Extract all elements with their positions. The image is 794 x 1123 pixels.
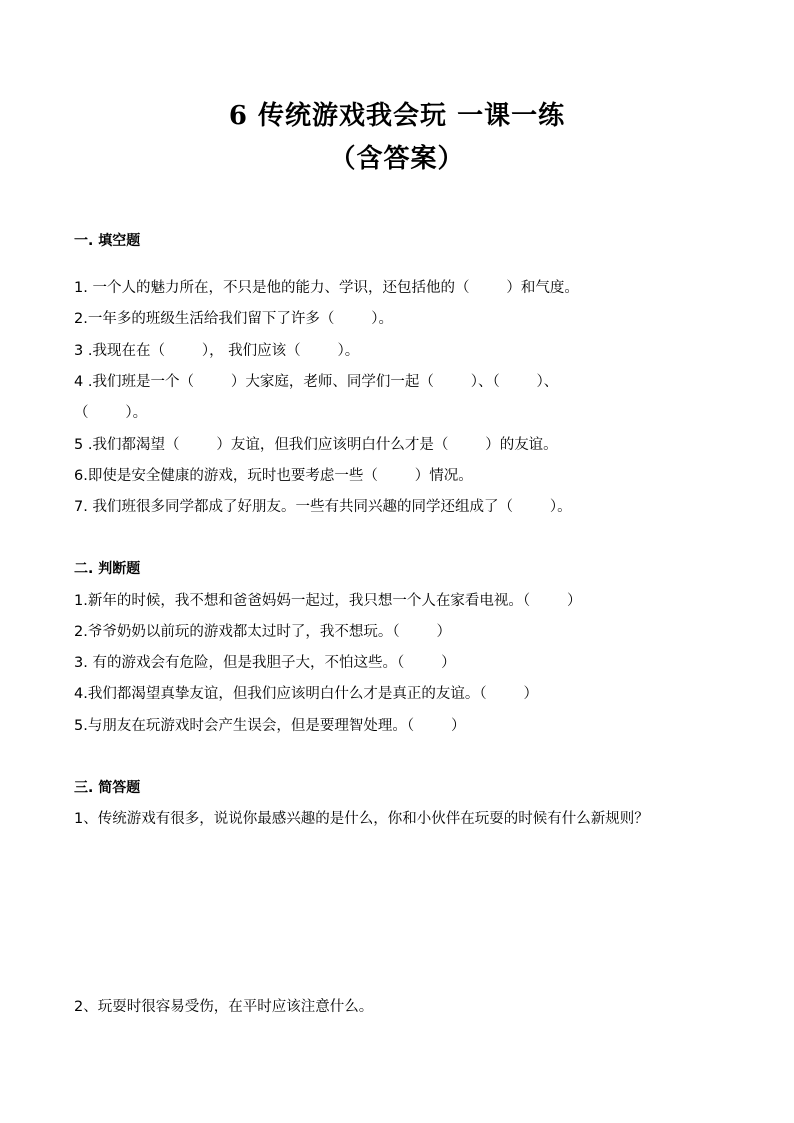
- true-false-question-3: 3. 有的游戏会有危险，但是我胆子大，不怕这些。（ ）: [74, 655, 456, 671]
- fill-blank-question-6: 6.即使是安全健康的游戏，玩时也要考虑一些（ ）情况。: [74, 468, 473, 484]
- true-false-question-2: 2.爷爷奶奶以前玩的游戏都太过时了，我不想玩。（ ）: [74, 624, 451, 640]
- fill-blank-question-5: 5 .我们都渴望（ ）友谊，但我们应该明白什么才是（ ）的友谊。: [74, 437, 558, 453]
- fill-blank-question-3: 3 .我现在在（ ）， 我们应该（ ）。: [74, 343, 360, 359]
- fill-blank-question-1: 1. 一个人的魅力所在，不只是他的能力、学识，还包括他的（ ）和气度。: [74, 280, 579, 296]
- true-false-question-5: 5.与朋友在玩游戏时会产生误会，但是要理智处理。（ ）: [74, 718, 466, 734]
- short-answer-question-1: 1、传统游戏有很多，说说你最感兴趣的是什么，你和小伙伴在玩耍的时候有什么新规则？: [74, 811, 649, 827]
- fill-blank-question-2: 2.一年多的班级生活给我们留下了许多（ ）。: [74, 311, 393, 327]
- short-answer-question-2: 2、玩耍时很容易受伤，在平时应该注意什么。: [74, 999, 374, 1015]
- section-heading-fill-blank: 一. 填空题: [74, 233, 141, 249]
- document-subtitle: （含答案）: [329, 144, 465, 174]
- true-false-question-1: 1.新年的时候，我不想和爸爸妈妈一起过，我只想一个人在家看电视。（ ）: [74, 593, 582, 609]
- document-title: 6 传统游戏我会玩 一课一练: [228, 101, 566, 131]
- section-heading-true-false: 二. 判断题: [74, 561, 141, 577]
- fill-blank-question-4: 4 .我们班是一个（ ）大家庭，老师、同学们一起（ ）、（ ）、: [74, 374, 559, 390]
- true-false-question-4: 4.我们都渴望真挚友谊，但我们应该明白什么才是真正的友谊。（ ）: [74, 686, 538, 702]
- fill-blank-question-7: 7. 我们班很多同学都成了好朋友。一些有共同兴趣的同学还组成了（ ）。: [74, 499, 572, 515]
- fill-blank-question-4-continued: （ ）。: [74, 405, 148, 421]
- section-heading-short-answer: 三. 简答题: [74, 780, 141, 796]
